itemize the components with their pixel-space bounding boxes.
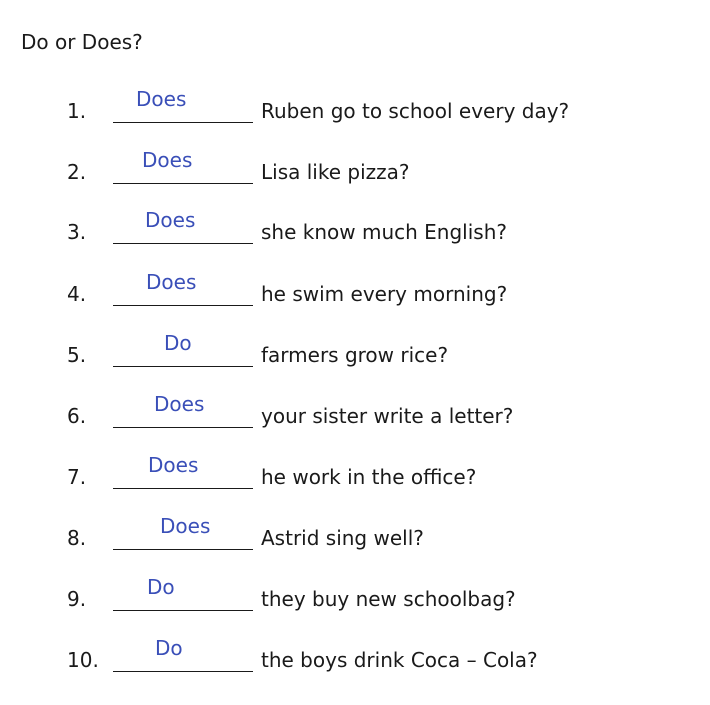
answer-blank[interactable]: [113, 305, 253, 306]
answer-text: Do: [155, 636, 183, 660]
answer-blank[interactable]: [113, 427, 253, 428]
worksheet-title: Do or Does?: [21, 30, 143, 54]
answer-blank[interactable]: [113, 122, 253, 123]
sentence-text: farmers grow rice?: [261, 343, 449, 367]
item-number: 8.: [67, 526, 87, 550]
exercise-item: [0, 148, 710, 188]
answer-text: Does: [145, 208, 196, 232]
sentence-text: he work in the office?: [261, 465, 477, 489]
answer-text: Does: [136, 87, 187, 111]
exercise-item: [0, 514, 710, 554]
item-number: 4.: [67, 282, 87, 306]
answer-text: Does: [154, 392, 205, 416]
answer-blank[interactable]: [113, 549, 253, 550]
answer-text: Do: [164, 331, 192, 355]
item-number: 9.: [67, 587, 87, 611]
answer-blank[interactable]: [113, 243, 253, 244]
exercise-item: [0, 331, 710, 371]
item-number: 7.: [67, 465, 87, 489]
exercise-item: [0, 636, 710, 676]
exercise-item: [0, 453, 710, 493]
item-number: 5.: [67, 343, 87, 367]
answer-blank[interactable]: [113, 488, 253, 489]
item-number: 6.: [67, 404, 87, 428]
item-number: 2.: [67, 160, 87, 184]
sentence-text: Ruben go to school every day?: [261, 99, 570, 123]
sentence-text: he swim every morning?: [261, 282, 508, 306]
answer-text: Do: [147, 575, 175, 599]
sentence-text: Lisa like pizza?: [261, 160, 410, 184]
answer-text: Does: [148, 453, 199, 477]
answer-text: Does: [160, 514, 211, 538]
answer-blank[interactable]: [113, 183, 253, 184]
answer-blank[interactable]: [113, 671, 253, 672]
sentence-text: she know much English?: [261, 220, 507, 244]
answer-blank[interactable]: [113, 366, 253, 367]
sentence-text: your sister write a letter?: [261, 404, 514, 428]
exercise-item: [0, 87, 710, 127]
item-number: 1.: [67, 99, 87, 123]
answer-blank[interactable]: [113, 610, 253, 611]
answer-text: Does: [146, 270, 197, 294]
exercise-item: [0, 575, 710, 615]
exercise-item: [0, 208, 710, 248]
sentence-text: they buy new schoolbag?: [261, 587, 516, 611]
item-number: 10.: [67, 648, 99, 672]
sentence-text: the boys drink Coca – Cola?: [261, 648, 538, 672]
item-number: 3.: [67, 220, 87, 244]
sentence-text: Astrid sing well?: [261, 526, 424, 550]
exercise-item: [0, 392, 710, 432]
exercise-item: [0, 270, 710, 310]
answer-text: Does: [142, 148, 193, 172]
